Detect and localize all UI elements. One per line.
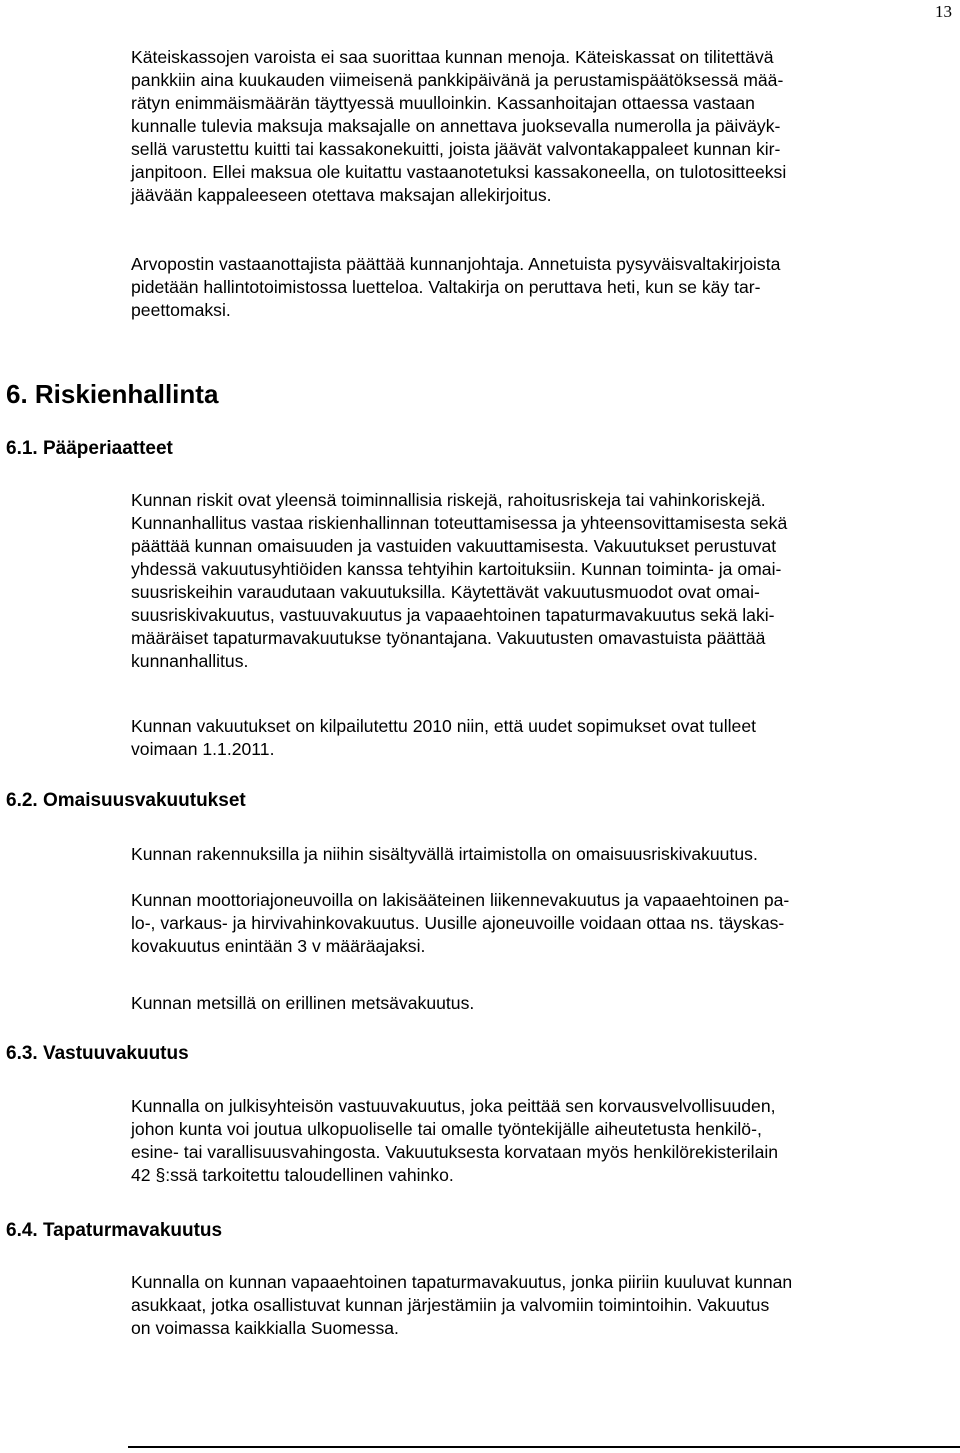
text-line: johon kunta voi joutua ulkopuoliselle tai omalle työntekijälle aiheutetusta henkilö-, <box>131 1119 762 1139</box>
text-line: suusriskeihin varaudutaan vakuutuksilla. Käytettävät vakuutusmuodot ovat omai- <box>131 582 760 602</box>
text-line: suusriskivakuutus, vastuuvakuutus ja vapaaehtoinen tapaturmavakuutus sekä laki- <box>131 605 775 625</box>
s63-paragraph-1 <box>131 1095 946 1187</box>
text-line: asukkaat, jotka osallistuvat kunnan järjestämiin ja valvomiin toimintoihin. Vakuutus <box>131 1295 770 1315</box>
text-line: janpitoon. Ellei maksua ole kuitattu vastaanotetuksi kassakoneella, on tulotositteeksi <box>131 162 787 182</box>
section-heading-6: 6. Riskienhallinta <box>6 379 219 409</box>
s64-paragraph-1 <box>131 1271 946 1340</box>
s62-paragraph-2 <box>131 889 946 958</box>
text-line: kovakuutus enintään 3 v määräajaksi. <box>131 936 426 956</box>
subsection-heading-6-2: 6.2. Omaisuusvakuutukset <box>6 790 246 811</box>
s61-paragraph-1 <box>131 489 946 673</box>
text-line: kunnalle tulevia maksuja maksajalle on annettava juoksevalla numerolla ja päiväyk- <box>131 116 781 136</box>
text-line: kunnanhallitus. <box>131 651 249 671</box>
subsection-heading-6-4: 6.4. Tapaturmavakuutus <box>6 1220 223 1241</box>
text-line: Kunnalla on julkisyhteisön vastuuvakuutus, joka peittää sen korvausvelvollisuuden, <box>131 1096 776 1116</box>
intro-paragraph-2 <box>131 253 946 322</box>
text-line: Kunnalla on kunnan vapaaehtoinen tapaturmavakuutus, jonka piiriin kuuluvat kunnan <box>131 1272 793 1292</box>
text-line: Kunnan vakuutukset on kilpailutettu 2010 niin, että uudet sopimukset ovat tulleet <box>131 716 756 736</box>
text-line: on voimassa kaikkialla Suomessa. <box>131 1318 399 1338</box>
s62-paragraph-1 <box>131 843 946 866</box>
text-line: Käteiskassojen varoista ei saa suorittaa kunnan menoja. Käteiskassat on tilitettävä <box>131 47 774 67</box>
text-line: Kunnan metsillä on erillinen metsävakuutus. <box>131 993 475 1013</box>
text-line: jäävään kappaleeseen otettava maksajan allekirjoitus. <box>131 185 552 205</box>
text-line: esine- tai varallisuusvahingosta. Vakuutuksesta korvataan myös henkilörekisterilain <box>131 1142 779 1162</box>
text-line: Arvopostin vastaanottajista päättää kunnanjohtaja. Annetuista pysyväisvaltakirjoista <box>131 254 781 274</box>
text-line: peettomaksi. <box>131 300 231 320</box>
text-line: Kunnan riskit ovat yleensä toiminnallisia riskejä, rahoitusriskeja tai vahinkoriskejä. <box>131 490 766 510</box>
text-line: sellä varustettu kuitti tai kassakonekuitti, joista jäävät valvontakappaleet kunnan kir- <box>131 139 781 159</box>
text-line: 42 §:ssä tarkoitettu taloudellinen vahinko. <box>131 1165 454 1185</box>
text-line: määräiset tapaturmavakuutukse työnantajana. Vakuutusten omavastuista päättää <box>131 628 766 648</box>
text-line: lo-, varkaus- ja hirvivahinkovakuutus. Uusille ajoneuvoille voidaan ottaa ns. täyskas- <box>131 913 785 933</box>
s62-paragraph-3 <box>131 992 946 1015</box>
page-number: 13 <box>935 2 952 21</box>
text-line: voimaan 1.1.2011. <box>131 739 275 759</box>
s61-paragraph-2 <box>131 715 946 761</box>
text-line: Kunnanhallitus vastaa riskienhallinnan toteuttamisessa ja yhteensovittamisesta sekä <box>131 513 788 533</box>
text-line: yhdessä vakuutusyhtiöiden kanssa tehtyihin kartoituksiin. Kunnan toiminta- ja omai- <box>131 559 782 579</box>
text-line: rätyn enimmäismäärän täyttyessä muulloinkin. Kassanhoitajan ottaessa vastaan <box>131 93 755 113</box>
text-line: pankkiin aina kuukauden viimeisenä pankkipäivänä ja perustamispäätöksessä mää- <box>131 70 784 90</box>
text-line: Kunnan rakennuksilla ja niihin sisältyvällä irtaimistolla on omaisuusriskivakuutus. <box>131 844 758 864</box>
subsection-heading-6-3: 6.3. Vastuuvakuutus <box>6 1043 189 1064</box>
text-line: pidetään hallintotoimistossa luetteloa. Valtakirja on peruttava heti, kun se käy tar- <box>131 277 761 297</box>
subsection-heading-6-1: 6.1. Pääperiaatteet <box>6 438 173 459</box>
footer-rule <box>128 1446 960 1448</box>
intro-paragraph-1 <box>131 46 946 207</box>
text-line: päättää kunnan omaisuuden ja vastuiden vakuuttamisesta. Vakuutukset perustuvat <box>131 536 777 556</box>
text-line: Kunnan moottoriajoneuvoilla on lakisääteinen liikennevakuutus ja vapaaehtoinen pa- <box>131 890 790 910</box>
